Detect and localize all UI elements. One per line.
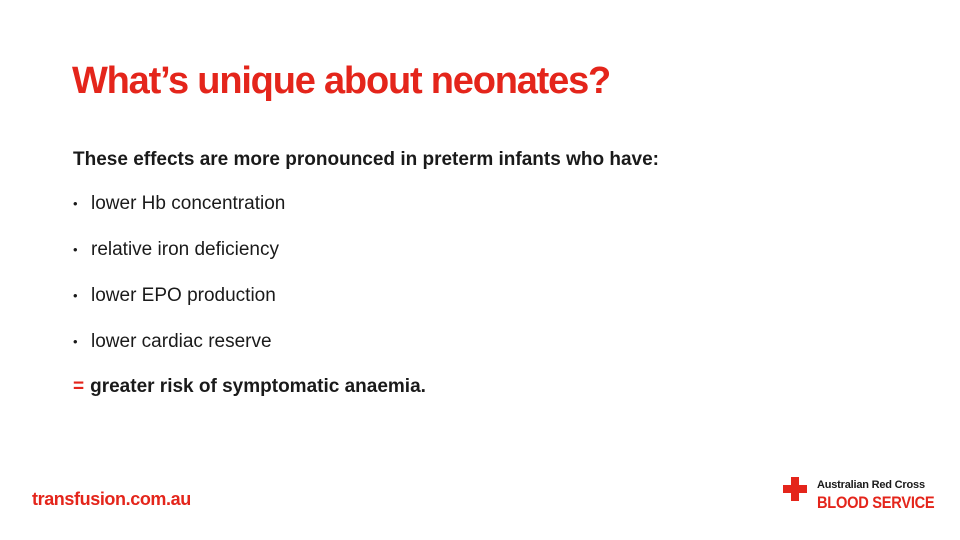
bullet-dot: • — [73, 242, 78, 257]
slide-title: What’s unique about neonates? — [72, 60, 611, 102]
bullet-dot: • — [73, 334, 78, 349]
red-cross-icon — [783, 477, 807, 501]
conclusion-text — [73, 375, 426, 399]
bullet-item — [73, 284, 285, 330]
footer-website-link[interactable]: transfusion.com.au — [32, 489, 191, 509]
equals-symbol: = — [73, 376, 85, 397]
bullet-text: lower cardiac reserve — [91, 331, 272, 352]
conclusion-label: greater risk of symptomatic anaemia. — [90, 376, 426, 397]
bullet-text: lower Hb concentration — [91, 193, 286, 214]
bullet-item — [73, 192, 285, 238]
bullet-dot: • — [73, 196, 78, 211]
logo-organisation-name: Australian Red Cross — [817, 479, 925, 491]
intro-text: These effects are more pronounced in preterm infants who have: — [73, 149, 659, 170]
bullet-list — [73, 192, 285, 376]
bullet-text: lower EPO production — [91, 285, 276, 306]
bullet-dot: • — [73, 288, 78, 303]
bullet-item — [73, 238, 285, 284]
bullet-item — [73, 330, 285, 376]
logo-service-name: BLOOD SERVICE — [817, 493, 935, 512]
bullet-text: relative iron deficiency — [91, 239, 279, 260]
blood-service-logo — [783, 474, 933, 518]
